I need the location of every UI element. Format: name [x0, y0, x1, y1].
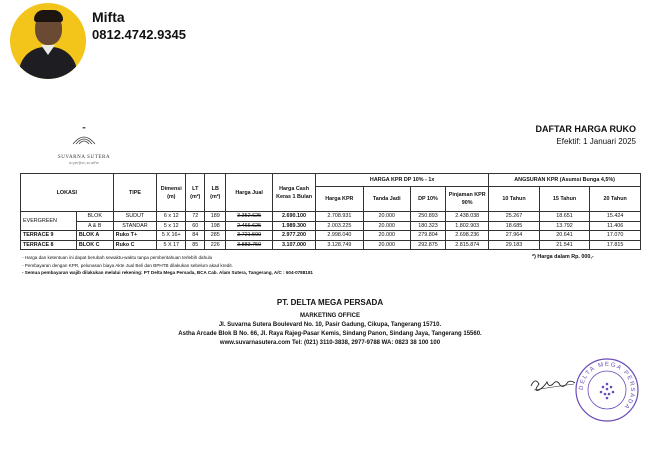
cell-lb: 226 — [205, 240, 226, 250]
office-label: MARKETING OFFICE — [300, 313, 360, 319]
cell-cash-keras: 2.690.100 — [273, 212, 316, 222]
cell-blok: BLOK A — [76, 231, 113, 241]
cell-harga-kpr: 2.998.040 — [316, 231, 364, 241]
header-lb: LB (m²) — [205, 174, 226, 212]
table-row — [21, 240, 641, 250]
note-item: - Pembayaran dengan KPR, pelunasan biaya Akte Jual Beli dan BPHTB dilakukan sebelum akad kredit. — [22, 262, 233, 268]
address-line-1: Jl. Suvarna Sutera Boulevard No. 10, Pasir Gadung, Cikupa, Tangerang 15710. — [218, 322, 442, 328]
cell-15-tahun: 13.792 — [539, 221, 590, 231]
stamp-text: DELTA MEGA PERSADA — [578, 361, 636, 411]
table-row — [21, 231, 641, 241]
company-name: PT. DELTA MEGA PERSADA — [276, 298, 384, 307]
cell-tanda-jadi: 20.000 — [363, 221, 410, 231]
cell-10-tahun: 29.183 — [489, 240, 540, 250]
cell-cash-keras: 1.989.300 — [273, 221, 316, 231]
cell-lt: 60 — [186, 221, 205, 231]
cell-15-tahun: 20.641 — [539, 231, 590, 241]
cell-harga-jual: 3.721.500 — [226, 231, 273, 241]
cell-dimensi: 5 X 17 — [157, 240, 186, 250]
cell-harga-kpr: 3.128.749 — [316, 240, 364, 250]
cell-dp: 250.893 — [410, 212, 445, 222]
cell-lokasi: EVERGREEN — [21, 212, 77, 231]
contact-line: www.suvarnasutera.com Tel: (021) 3110-3838, 2977-9788 WA: 0823 38 100 100 — [219, 340, 441, 346]
cell-lt: 72 — [186, 212, 205, 222]
cell-harga-jual: 3.883.750 — [226, 240, 273, 250]
cell-tanda-jadi: 20.000 — [363, 240, 410, 250]
cell-lb: 189 — [205, 212, 226, 222]
header-pinjaman: Pinjaman KPR 90% — [446, 187, 489, 212]
agent-phone: 0812.4742.9345 — [92, 27, 186, 42]
header-tipe: TIPE — [113, 174, 157, 212]
cell-tanda-jadi: 20.000 — [363, 212, 410, 222]
suvarna-sutera-logo — [55, 126, 113, 165]
cell-pinjaman: 2.698.236 — [446, 231, 489, 241]
document-title: DAFTAR HARGA RUKO — [535, 124, 636, 134]
cell-lokasi: TERRACE 9 — [21, 231, 77, 241]
cell-lt: 85 — [186, 240, 205, 250]
header-cash-keras: Harga Cash Keras 1 Bulan — [273, 174, 316, 212]
note-item: - Semua pembayaran wajib dilakukan melalui rekening: PT Delta Mega Persada, BCA Cab. Alam Sutera, Tangerang, A/C : 604-0788181 — [22, 270, 313, 276]
table-row — [21, 212, 641, 222]
cell-dp: 292.875 — [410, 240, 445, 250]
price-table — [20, 173, 641, 250]
logo-tagline: so perfect, so alive — [69, 160, 99, 165]
logo-brand: SUVARNA SUTERA — [57, 155, 111, 160]
avatar — [10, 3, 86, 79]
cell-20-tahun: 15.424 — [590, 212, 641, 222]
cell-lt: 84 — [186, 231, 205, 241]
header-kpr-group: HARGA KPR DP 10% - 1x — [316, 174, 489, 187]
price-unit-note: *) Harga dalam Rp. 000,- — [532, 254, 594, 260]
cell-tipe: Ruko C — [113, 240, 157, 250]
header-tanda-jadi: Tanda Jadi — [363, 187, 410, 212]
effective-date: Efektif: 1 Januari 2025 — [556, 137, 636, 146]
cell-lokasi: TERRACE 8 — [21, 240, 77, 250]
cell-blok: A & B — [76, 221, 113, 231]
cell-harga-kpr: 2.003.225 — [316, 221, 364, 231]
header-dimensi: Dimensi (m) — [157, 174, 186, 212]
header-harga-jual: Harga Jual — [226, 174, 273, 212]
cell-dp: 279.804 — [410, 231, 445, 241]
cell-pinjaman: 2.438.038 — [446, 212, 489, 222]
company-stamp — [574, 357, 640, 423]
header-15-tahun: 15 Tahun — [539, 187, 590, 212]
agent-name: Mifta — [92, 9, 125, 25]
address-line-2: Astha Arcade Blok B No. 66, Jl. Raya Rajeg-Pasar Kemis, Sindang Panon, Sindang Jaya, Tangerang 15560. — [178, 331, 482, 337]
cell-blok: BLOK — [76, 212, 113, 222]
header-20-tahun: 20 Tahun — [590, 187, 641, 212]
cell-15-tahun: 21.541 — [539, 240, 590, 250]
cell-blok: BLOK C — [76, 240, 113, 250]
cell-tipe: Ruko T+ — [113, 231, 157, 241]
cell-harga-jual: 2.466.625 — [226, 221, 273, 231]
cell-tanda-jadi: 20.000 — [363, 231, 410, 241]
cell-lb: 198 — [205, 221, 226, 231]
cell-cash-keras: 2.977.200 — [273, 231, 316, 241]
cell-dimensi: 5 X 16+ — [157, 231, 186, 241]
cell-dp: 180.323 — [410, 221, 445, 231]
cell-tipe: STANDAR — [113, 221, 157, 231]
header-angsuran-group: ANGSURAN KPR (Asumsi Bunga 4,5%) — [489, 174, 641, 187]
cell-pinjaman: 1.802.903 — [446, 221, 489, 231]
header-dp: DP 10% — [410, 187, 445, 212]
cell-harga-jual: 3.352.625 — [226, 212, 273, 222]
cell-20-tahun: 11.406 — [590, 221, 641, 231]
header-lt: LT (m²) — [186, 174, 205, 212]
cell-20-tahun: 17.815 — [590, 240, 641, 250]
header-10-tahun: 10 Tahun — [489, 187, 540, 212]
header-harga-kpr: Harga KPR — [316, 187, 364, 212]
note-item: - Harga dan ketentuan ini dapat berubah sewaktu-waktu tanpa pemberitahuan terlebih dahulu — [22, 255, 213, 260]
table-row — [21, 221, 641, 231]
notes — [22, 254, 313, 277]
cell-cash-keras: 3.107.000 — [273, 240, 316, 250]
cell-dimensi: 6 x 12 — [157, 212, 186, 222]
header-lokasi: LOKASI — [21, 174, 114, 212]
signature — [528, 374, 578, 394]
cell-15-tahun: 18.651 — [539, 212, 590, 222]
svg-text:DELTA MEGA PERSADA — [579, 362, 635, 410]
cell-20-tahun: 17.070 — [590, 231, 641, 241]
cell-10-tahun: 18.685 — [489, 221, 540, 231]
cell-tipe: SUDUT — [113, 212, 157, 222]
cell-dimensi: 5 x 12 — [157, 221, 186, 231]
cell-10-tahun: 25.267 — [489, 212, 540, 222]
cell-lb: 285 — [205, 231, 226, 241]
cell-pinjaman: 2.815.874 — [446, 240, 489, 250]
cell-10-tahun: 27.964 — [489, 231, 540, 241]
brand-mark-icon — [69, 126, 99, 148]
cell-harga-kpr: 2.708.931 — [316, 212, 364, 222]
